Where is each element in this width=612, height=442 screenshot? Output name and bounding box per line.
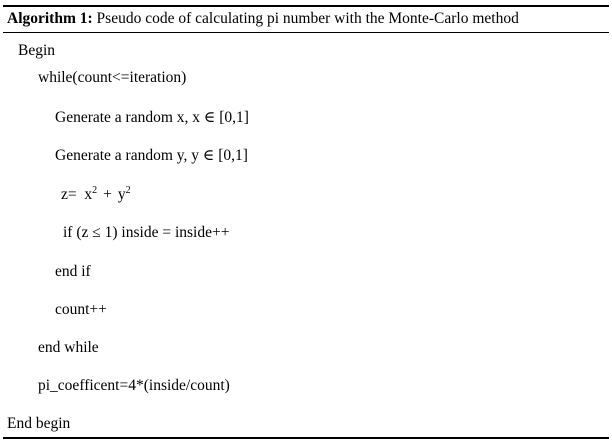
z-prefix: z= bbox=[61, 186, 77, 203]
bottom-rule bbox=[3, 437, 609, 439]
z-y: y bbox=[117, 186, 126, 203]
line-generate-y: Generate a random y, y ∈ [0,1] bbox=[55, 147, 248, 164]
line-end-begin: End begin bbox=[7, 415, 71, 432]
algorithm-box bbox=[3, 5, 609, 439]
line-end-while: end while bbox=[38, 339, 99, 356]
line-if: if (z ≤ 1) inside = inside++ bbox=[63, 224, 230, 241]
caption-label: Algorithm 1: bbox=[7, 10, 93, 27]
z-plus: + bbox=[103, 186, 112, 203]
line-generate-x: Generate a random x, x ∈ [0,1] bbox=[55, 109, 249, 126]
z-x: x bbox=[84, 186, 93, 203]
line-begin: Begin bbox=[18, 42, 56, 59]
line-while: while(count<=iteration) bbox=[38, 69, 187, 86]
z-x-exponent: 2 bbox=[92, 185, 98, 196]
caption-text: Pseudo code of calculating pi number with the Monte-Carlo method bbox=[92, 10, 519, 27]
line-pi-coefficient: pi_coefficent=4*(inside/count) bbox=[38, 377, 230, 394]
top-rule bbox=[3, 5, 609, 7]
line-z-assign bbox=[61, 185, 131, 205]
caption-rule bbox=[3, 32, 609, 33]
line-end-if: end if bbox=[55, 263, 91, 280]
line-count: count++ bbox=[55, 301, 107, 318]
z-y-exponent: 2 bbox=[125, 185, 131, 196]
algorithm-caption bbox=[7, 10, 519, 28]
